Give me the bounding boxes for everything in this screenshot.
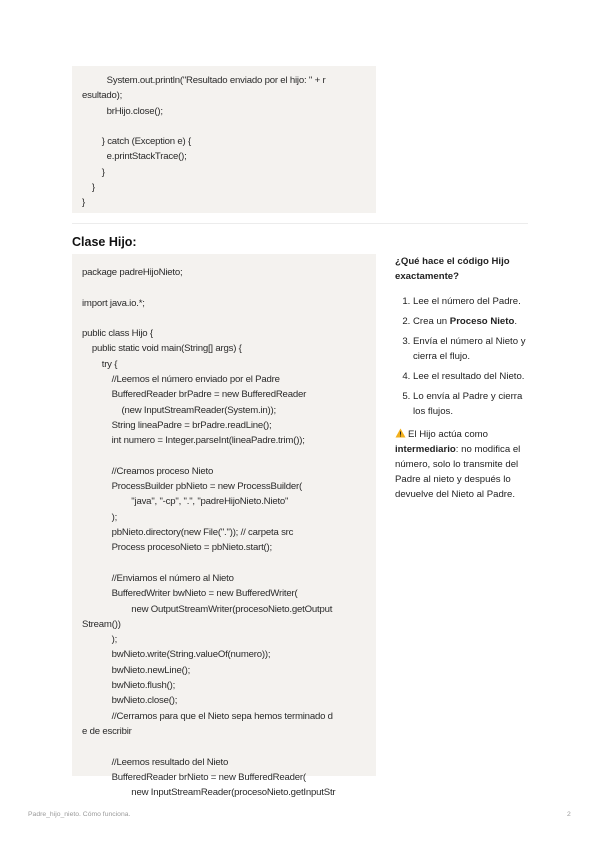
code-line: e de escribir: [82, 725, 132, 737]
code-line: [82, 739, 366, 754]
code-line: "java", "-cp", ".", "padreHijoNieto.Nieto": [82, 496, 289, 508]
section-title: Clase Hijo:: [72, 235, 137, 249]
step-item: 4. Lee el resultado del Nieto.: [413, 369, 533, 384]
code-line: public class Hijo {: [82, 328, 153, 340]
step-item: 3. Envía el número al Nieto y cierra el flujo.: [413, 334, 533, 364]
code-block-top: [72, 66, 376, 213]
code-line: BufferedReader brPadre = new BufferedReader: [82, 389, 307, 401]
code-line: brHijo.close();: [82, 105, 163, 117]
code-line: pbNieto.directory(new File(".")); // carpeta src: [82, 527, 294, 539]
code-line: try {: [82, 358, 118, 370]
code-line: BufferedWriter bwNieto = new BufferedWriter(: [82, 588, 298, 600]
step-item: [413, 314, 533, 329]
code-line: bwNieto.write(String.valueOf(numero));: [82, 649, 271, 661]
code-line: }: [82, 197, 86, 209]
code-line: System.out.println("Resultado enviado por el hijo: " + r: [82, 75, 326, 86]
code-line: }: [82, 166, 105, 178]
code-line: int numero = Integer.parseInt(lineaPadre.trim());: [82, 435, 305, 447]
code-line: String lineaPadre = brPadre.readLine();: [82, 419, 272, 431]
code-line: [82, 449, 366, 464]
note-text: El Hijo actúa como: [408, 429, 488, 440]
step-item: 1. Lee el número del Padre.: [413, 294, 533, 309]
page-number: 2: [567, 811, 571, 818]
explanation-panel: [395, 254, 533, 502]
code-line: new InputStreamReader(procesoNieto.getInputStr: [82, 787, 336, 799]
code-line: ProcessBuilder pbNieto = new ProcessBuilder(: [82, 481, 302, 493]
intermediary-note: [395, 427, 533, 502]
code-block-hijo: [72, 254, 376, 799]
step-text: .: [514, 316, 517, 327]
code-line: //Enviamos el número al Nieto: [82, 572, 234, 584]
note-text: : no modifica el número, solo lo transmite del Padre al nieto y después lo devuelve del Nieto al Padre.: [395, 444, 521, 500]
code-line: new OutputStreamWriter(procesoNieto.getOutput: [82, 603, 333, 615]
code-line: [82, 280, 366, 295]
code-line: import java.io.*;: [82, 297, 145, 309]
code-line: [82, 311, 366, 326]
code-line: bwNieto.flush();: [82, 680, 176, 692]
step-item: 5. Lo envía al Padre y cierra los flujos.: [413, 389, 533, 419]
step-text: Crea un: [413, 316, 450, 327]
code-line: //Cerramos para que el Nieto sepa hemos terminado d: [82, 710, 333, 722]
code-line: bwNieto.close();: [82, 695, 178, 707]
note-bold: intermediario: [395, 444, 456, 455]
code-line: public static void main(String[] args) {: [82, 343, 242, 355]
code-line: BufferedReader brNieto = new BufferedReader(: [82, 771, 306, 783]
steps-list: [395, 294, 533, 419]
code-line: (new InputStreamReader(System.in));: [82, 404, 276, 416]
code-line: [82, 556, 366, 571]
code-line: Stream()): [82, 618, 121, 630]
footer-title: Padre_hijo_nieto. Cómo funciona.: [28, 811, 131, 818]
section-divider: [72, 223, 528, 224]
code-line: Process procesoNieto = pbNieto.start();: [82, 542, 273, 554]
code-line: //Creamos proceso Nieto: [82, 465, 214, 477]
code-line: e.printStackTrace();: [82, 151, 187, 163]
code-line: }: [82, 182, 95, 194]
code-line: } catch (Exception e) {: [82, 136, 191, 148]
code-line: esultado);: [82, 90, 123, 102]
code-line: package padreHijoNieto;: [82, 267, 183, 278]
code-line: );: [82, 511, 118, 523]
code-line: [82, 119, 366, 134]
code-line: //Leemos el número enviado por el Padre: [82, 374, 280, 386]
step-bold: Proceso Nieto: [449, 316, 515, 327]
code-line: );: [82, 634, 118, 646]
code-line: //Leemos resultado del Nieto: [82, 756, 229, 768]
explanation-question: ¿Qué hace el código Hijo exactamente?: [395, 256, 510, 282]
warning-icon: [395, 428, 406, 438]
code-line: bwNieto.newLine();: [82, 664, 191, 676]
